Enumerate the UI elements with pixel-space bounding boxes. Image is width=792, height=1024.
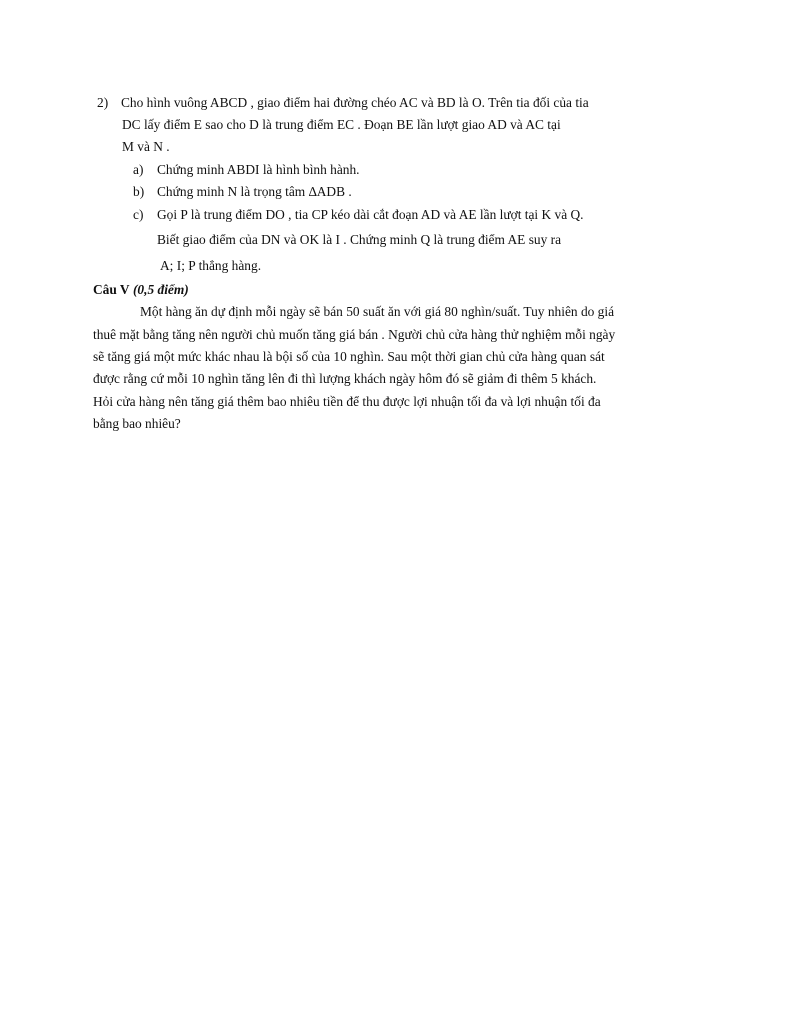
question-5-heading [93, 281, 189, 299]
problem-2-line-3: M và N . [122, 139, 170, 154]
part-c-label: c) [133, 207, 144, 222]
question-5-points: (0,5 điểm) [132, 282, 189, 297]
problem-2-line-2: DC lấy điểm E sao cho D là trung điểm EC . Đoạn BE lần lượt giao AD và AC tại [122, 117, 561, 132]
part-a-text: Chứng minh ABDI là hình bình hành. [157, 162, 360, 177]
part-a-label: a) [133, 162, 144, 177]
question-5-line-5: Hỏi cửa hàng nên tăng giá thêm bao nhiêu tiền để thu được lợi nhuận tối đa và lợi nhuận tối đa [93, 394, 601, 409]
part-c-text: Gọi P là trung điểm DO , tia CP kéo dài cắt đoạn AD và AE lần lượt tại K và Q. [157, 207, 584, 222]
question-5-line-6: bằng bao nhiêu? [93, 416, 181, 431]
question-5-title: Câu V [93, 282, 130, 297]
question-5-line-4: được rằng cứ mỗi 10 nghìn tăng lên đi thì lượng khách ngày hôm đó sẽ giảm đi thêm 5 khách. [93, 371, 597, 386]
question-5-line-1: Một hàng ăn dự định mỗi ngày sẽ bán 50 suất ăn với giá 80 nghìn/suất. Tuy nhiên do giá [140, 304, 615, 319]
problem-2-line-1: Cho hình vuông ABCD , giao điểm hai đường chéo AC và BD là O. Trên tia đối của tia [121, 95, 589, 110]
part-c-line-2: Biết giao điểm của DN và OK là I . Chứng minh Q là trung điểm AE suy ra [157, 232, 562, 247]
question-5-line-2: thuê mặt bằng tăng nên người chủ muốn tăng giá bán . Người chủ cửa hàng thử nghiệm mỗi ngày [93, 327, 616, 342]
problem-2-number: 2) [97, 95, 109, 110]
part-c-line-3: A; I; P thẳng hàng. [160, 258, 262, 273]
part-b-label: b) [133, 184, 145, 199]
part-b-text: Chứng minh N là trọng tâm ∆ADB . [157, 184, 352, 199]
question-5-line-3: sẽ tăng giá một mức khác nhau là bội số của 10 nghìn. Sau một thời gian chủ cửa hàng quan sát [93, 349, 605, 364]
